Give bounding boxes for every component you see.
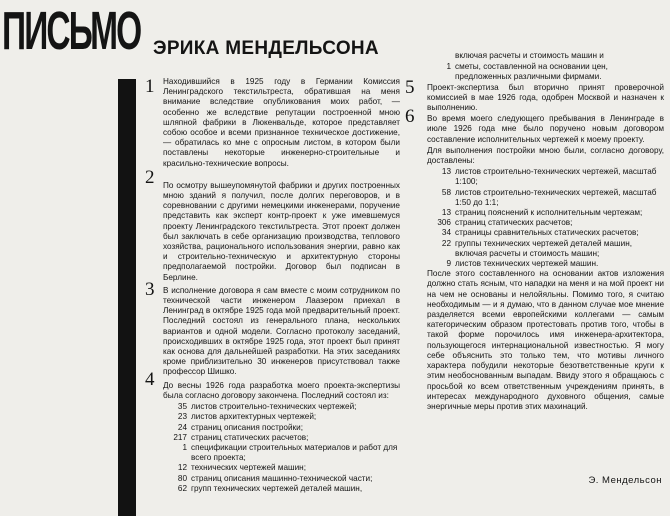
paragraph: Во время моего следующего пребывания в Ленинграде в июле 1926 года мне было поручено новым договором составление исполнительных чертежей к моему проекту.	[427, 114, 664, 144]
paragraph: Находившийся в 1925 году в Германии Комиссия Ленинградского текстильтреста, обратившая на меня внимание вследствие опубликования моих работ, — особенно же вследствие репутации построенной мною шляпной фабрики в Люкенвальде, которое представляет собою особое и всеми признанное техническое достижение, — обратилась ко мне с опросным листом, в котором были поставлены некоторые инженерно-строительные и красильно-технические вопросы.	[163, 77, 400, 168]
list-item: 13 листов строительно-технических чертежей, масштаб 1:100;	[441, 167, 657, 187]
paragraph: До весны 1926 года разработка моего проекта-экспертизы была согласно договору закончена. Последний состоял из:	[163, 380, 400, 400]
section-number: 4	[145, 369, 155, 390]
paragraph: включая расчеты и стоимость машин и	[455, 51, 604, 60]
continued-list	[427, 62, 664, 82]
list-item: 23 листов архитектурных чертежей;	[177, 412, 317, 422]
list-item: 35 листов строительно-технических чертежей;	[177, 402, 357, 412]
list-item: 1 спецификации строительных материалов и работ для всего проекта;	[182, 442, 398, 463]
page-subtitle: ЭРИКА МЕНДЕЛЬСОНА	[153, 38, 379, 59]
section-number: 6	[405, 106, 415, 127]
list-item: 80 страниц описания машинно-технической части;	[177, 473, 373, 483]
list-item: 24 страниц описания постройки;	[177, 422, 303, 432]
paragraph: Проект-экспертиза был вторично принят проверочной комиссией в мае 1926 года, одобрен Москвой и назначен к выполнению.	[427, 82, 664, 113]
deliverables-list	[163, 402, 400, 494]
section-number: 1	[145, 76, 155, 97]
paragraph: После этого составленного на основании актов изложения должно стать ясным, что нападки на меня и на мой проект ни на чем не основаны и нелойяльны. Помимо того, я считаю необходимым — и я думаю, что в данном случае мое мнение разделяется всеми европейскими коллегами — самым категорическим образом протестовать против того, чтобы в такой форме порочилось имя инженера-архитектора, пользующегося интернациональной известностью. Я могу себе объяснить это только тем, что мотивы личного характера побудили некоторые безответственные круги к этим необоснованным выпадам. Ввиду этого я обращаюсь с просьбой ко всем ответственным учреждениям принять, в интересах международного духовного общения, самые энергичные меры против этих махинаций.	[427, 269, 664, 411]
paragraph: По осмотру вышеупомянутой фабрики и других построенных мною зданий я получил, после долгих переговоров, и в соревновании с другими немецкими инженерами, поручение представить как эксперт контр-проект к уже имевшемуся проекту Ленинградского текстильтреста. Этот проект должен был заключать в себе организацию производства, теплового хозяйства, рационального использования энергии, равно как и строительно-техническую и архитектурную стороны предполагаемой постройки. Договор был подписан в Берлине.	[163, 180, 400, 282]
decorative-bar	[118, 79, 136, 516]
left-column	[163, 77, 400, 494]
list-item: 34 страницы сравнительных статических расчетов;	[441, 228, 639, 238]
right-column	[427, 51, 664, 413]
list-item: 306 страниц статических расчетов;	[437, 218, 573, 228]
page-title: ПИСЬМО	[2, 1, 141, 61]
list-item: 9 листов технических чертежей машин.	[446, 259, 599, 269]
section-number: 3	[145, 279, 155, 300]
list-item: 217 страниц статических расчетов;	[173, 432, 309, 442]
section-number: 2	[145, 167, 155, 188]
list-item: 13 страниц пояснений к исполнительным чертежам;	[441, 208, 643, 218]
list-item: 22 группы технических чертежей деталей машин, включая расчеты и стоимость машин;	[441, 238, 632, 258]
paragraph: Для выполнения постройки мною были, согласно договору, доставлены:	[427, 145, 664, 166]
section-number: 5	[405, 77, 415, 98]
drawings-list	[427, 167, 664, 269]
paragraph: В исполнение договора я сам вместе с моим сотрудником по технической части инженером Лаазером приехал в Ленинград в октябре 1925 года мой предварительный проект. Последний состоял из генерального плана, нескольких вариантов и одной модели. Согласно протоколу заседаний, происходивших в октябре 1925 года, этот проект был принят как основа для дальнейшей разработки. На этих заседаниях кроме приблизительно 30 инженеров присутствовал также профессор Шишко.	[163, 285, 400, 377]
list-item: 58 листов строительно-технических чертежей, масштаб 1:50 до 1:1;	[441, 187, 657, 207]
signature: Э. Мендельсон	[588, 475, 662, 486]
list-item: 62 групп технических чертежей деталей машин,	[177, 483, 363, 493]
list-item: 1 сметы, составленной на основании цен, предложенных различными фирмами.	[446, 62, 608, 82]
list-item: 12 технических чертежей машин;	[177, 463, 306, 473]
